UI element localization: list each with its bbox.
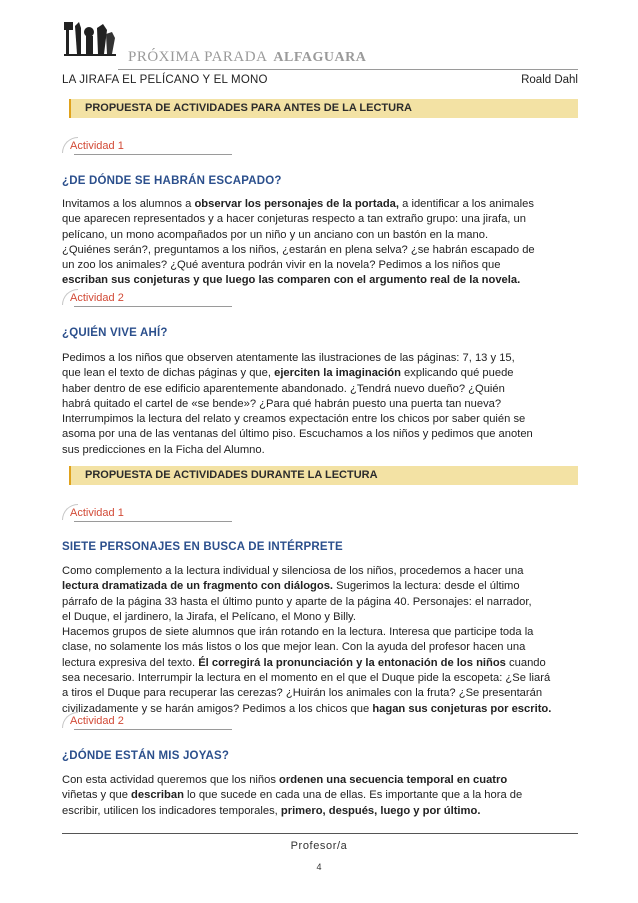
text-run: que aparecen representados y a hacer conjeturas respecto a tan extraño grupo: una jirafa, un <box>62 213 526 226</box>
brand-name <box>128 49 366 66</box>
text-run: Con esta actividad queremos que los niños <box>62 774 280 786</box>
text-run: lectura expresiva del texto. <box>62 656 199 669</box>
footer-role: Profesor/a <box>290 840 348 852</box>
text-run: civilizadamente y se harán amigos? Pedimos a los chicos que <box>62 702 373 715</box>
section-band: PROPUESTA DE ACTIVIDADES PARA ANTES DE LA LECTURA <box>69 99 578 118</box>
activity-heading: ¿QUIÉN VIVE AHÍ? <box>62 327 168 339</box>
text-line <box>62 788 582 803</box>
text-line <box>62 382 582 397</box>
text-run: clase, no solamente los más listos o los que mejor lean. Con la ayuda del profesor hacen una <box>62 641 526 654</box>
bold-text-run: describan <box>131 789 184 802</box>
text-run: pelícano, un mono acompañados por un niño y un anciano con un bastón en la mano. <box>62 228 489 241</box>
text-line <box>62 773 582 788</box>
text-run: Interrumpimos la lectura del relato y creamos expectación entre los chicos por saber quién se <box>62 413 526 426</box>
text-run: párrafo de la página 33 hasta el último punto y aparte de la página 40. Personajes: el narrador, <box>62 595 532 608</box>
text-line <box>62 671 582 686</box>
text-run: a tiros el Duque para recuperar las cerezas? ¿Huirán los animales con la fruta? ¿Se presentarán <box>62 687 543 700</box>
text-line <box>62 228 582 243</box>
text-line <box>62 656 582 671</box>
activity-heading: SIETE PERSONAJES EN BUSCA DE INTÉRPRETE <box>62 541 343 553</box>
text-line <box>62 412 582 427</box>
activity-label-text: Actividad 2 <box>70 292 124 304</box>
header-divider <box>118 69 578 70</box>
text-run: cuando <box>505 656 546 669</box>
activity-underline <box>74 521 232 522</box>
activity-label <box>62 137 232 155</box>
text-run: habrá quitado el cartel de «se bende»? ¿Para qué habrán puesto una puerta tan nueva? <box>62 397 502 410</box>
text-line <box>62 564 582 579</box>
text-line <box>62 366 582 381</box>
text-run: sea necesario. Interrumpir la lectura en el momento en el que el Duque pide la escopeta: ¿Se liará <box>62 672 551 685</box>
text-line <box>62 397 582 412</box>
text-line <box>62 443 582 458</box>
text-line <box>62 804 582 819</box>
activity-heading: ¿DÓNDE ESTÁN MIS JOYAS? <box>62 750 230 762</box>
page-number: 4 <box>316 862 322 872</box>
text-run: sus predicciones en la Ficha del Alumno. <box>62 443 265 456</box>
text-line <box>62 610 582 625</box>
text-run: asoma por una de las ventanas del último piso. Escuchamos a los niños y pedimos que anoten <box>62 428 533 441</box>
text-line <box>62 258 582 273</box>
text-line <box>62 273 582 288</box>
activity-label-text: Actividad 1 <box>70 140 124 152</box>
bold-text-run: lectura dramatizada de un fragmento con diálogos. <box>62 580 334 593</box>
activity-paragraph <box>62 773 582 819</box>
activity-label-text: Actividad 1 <box>70 507 124 519</box>
text-line <box>62 351 582 366</box>
text-line <box>62 640 582 655</box>
activity-underline <box>74 154 232 155</box>
text-run: un zoo los animales? ¿Qué aventura podrán vivir en la novela? Pedimos a los niños que <box>62 259 501 272</box>
activity-paragraph <box>62 564 582 717</box>
text-run: explicando qué puede <box>400 367 514 380</box>
text-line <box>62 243 582 258</box>
activity-underline <box>74 729 232 730</box>
activity-label <box>62 712 232 730</box>
text-line <box>62 427 582 442</box>
activity-label <box>62 289 232 307</box>
text-run: Pedimos a los niños que observen atentamente las ilustraciones de las páginas: 7, 13 y 15, <box>62 352 515 364</box>
activity-heading: ¿DE DÓNDE SE HABRÁN ESCAPADO? <box>62 175 282 187</box>
text-line <box>62 595 582 610</box>
brand-prefix: PRÓXIMA PARADA <box>128 49 268 65</box>
bold-text-run: ordenen una secuencia temporal en cuatro <box>279 774 508 786</box>
text-run: el Duque, el jardinero, la Jirafa, el Pelícano, el Mono y Billy. <box>62 610 356 623</box>
activity-paragraph <box>62 197 582 289</box>
text-line <box>62 686 582 701</box>
book-title: LA JIRAFA EL PELÍCANO Y EL MONO <box>62 74 268 86</box>
activity-paragraph <box>62 351 582 458</box>
text-run: Sugerimos la lectura: desde el último <box>333 580 520 593</box>
bold-text-run: primero, después, luego y por último. <box>280 804 481 817</box>
text-line <box>62 197 582 212</box>
activity-label <box>62 504 232 522</box>
bold-text-run: escriban sus conjeturas y que luego las comparen con el argumento real de la novela. <box>62 274 521 287</box>
section-band: PROPUESTA DE ACTIVIDADES DURANTE LA LECTURA <box>69 466 578 485</box>
text-run: Hacemos grupos de siete alumnos que irán rotando en la lectura. Interesa que participe toda la <box>62 626 534 639</box>
activity-label-text: Actividad 2 <box>70 715 124 727</box>
bold-text-run: Él corregirá la pronunciación y la entonación de los niños <box>198 656 506 669</box>
text-line <box>62 579 582 594</box>
text-run: ¿Quiénes serán?, preguntamos a los niños, ¿estarán en plena selva? ¿se habrán escapado de <box>62 243 535 256</box>
page-header <box>62 18 578 88</box>
alfaguara-characters-logo-icon <box>62 18 122 66</box>
text-run: que lean el texto de dichas páginas y que, <box>62 367 275 380</box>
text-run: escribir, utilicen los indicadores temporales, <box>62 804 281 817</box>
text-run: viñetas y que <box>62 789 132 802</box>
bold-text-run: hagan sus conjeturas por escrito. <box>372 702 552 715</box>
activity-underline <box>74 306 232 307</box>
text-run: haber dentro de ese edificio aparentemente abandonado. ¿Tendrá nuevo dueño? ¿Quién <box>62 382 505 395</box>
text-run: Invitamos a los alumnos a <box>62 198 195 210</box>
text-line <box>62 625 582 640</box>
text-run: a identificar a los animales <box>399 198 534 210</box>
text-run: lo que sucede en cada una de ellas. Es importante que a la hora de <box>183 789 523 802</box>
bold-text-run: ejerciten la imaginación <box>274 367 401 380</box>
bold-text-run: observar los personajes de la portada, <box>194 198 400 210</box>
footer-divider <box>62 833 578 834</box>
text-line <box>62 212 582 227</box>
text-run: Como complemento a la lectura individual y silenciosa de los niños, procedemos a hacer una <box>62 565 524 577</box>
brand-publisher: ALFAGUARA <box>273 50 367 65</box>
book-author: Roald Dahl <box>521 74 578 86</box>
